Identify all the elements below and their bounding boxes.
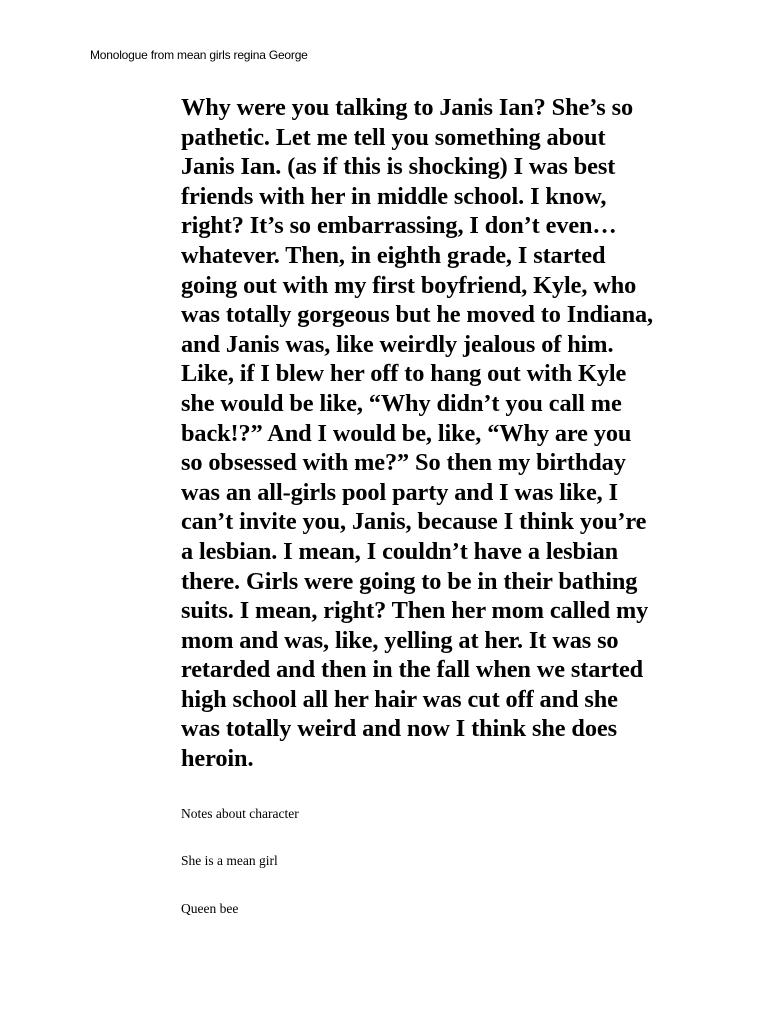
- monologue-line: was totally weird and now I think she does: [181, 715, 617, 743]
- monologue-line: mom and was, like, yelling at her. It was so: [181, 626, 619, 654]
- note-item: She is a mean girl: [181, 853, 278, 868]
- monologue-line: friends with her in middle school. I know,: [181, 182, 607, 210]
- monologue-line: there. Girls were going to be in their bathing: [181, 567, 638, 595]
- monologue-line: high school all her hair was cut off and she: [181, 685, 618, 713]
- monologue-line: was an all-girls pool party and I was like, I: [181, 478, 618, 506]
- document-header: Monologue from mean girls regina George: [90, 48, 308, 62]
- monologue-line: Janis Ian. (as if this is shocking) I was best: [181, 153, 616, 181]
- monologue-line: going out with my first boyfriend, Kyle, who: [181, 271, 637, 299]
- monologue-line: she would be like, “Why didn’t you call me: [181, 389, 622, 417]
- monologue-line: heroin.: [181, 745, 254, 773]
- monologue-line: right? It’s so embarrassing, I don’t even…: [181, 212, 617, 240]
- monologue-line: retarded and then in the fall when we started: [181, 656, 644, 684]
- notes-heading: Notes about character: [181, 806, 299, 821]
- monologue-line: Like, if I blew her off to hang out with Kyle: [181, 360, 627, 388]
- monologue-text: [181, 93, 681, 774]
- monologue-line: a lesbian. I mean, I couldn’t have a lesbian: [181, 537, 619, 565]
- monologue-line: can’t invite you, Janis, because I think you’re: [181, 508, 647, 536]
- monologue-line: whatever. Then, in eighth grade, I started: [181, 241, 606, 269]
- monologue-line: so obsessed with me?” So then my birthday: [181, 449, 626, 477]
- monologue-line: was totally gorgeous but he moved to Indiana,: [181, 301, 654, 329]
- monologue-line: back!?” And I would be, like, “Why are you: [181, 419, 632, 447]
- monologue-line: and Janis was, like weirdly jealous of him.: [181, 330, 614, 358]
- note-item: Queen bee: [181, 901, 239, 916]
- monologue-line: pathetic. Let me tell you something about: [181, 123, 606, 151]
- monologue-line: suits. I mean, right? Then her mom called my: [181, 597, 649, 625]
- monologue-line: Why were you talking to Janis Ian? She’s so: [181, 94, 634, 121]
